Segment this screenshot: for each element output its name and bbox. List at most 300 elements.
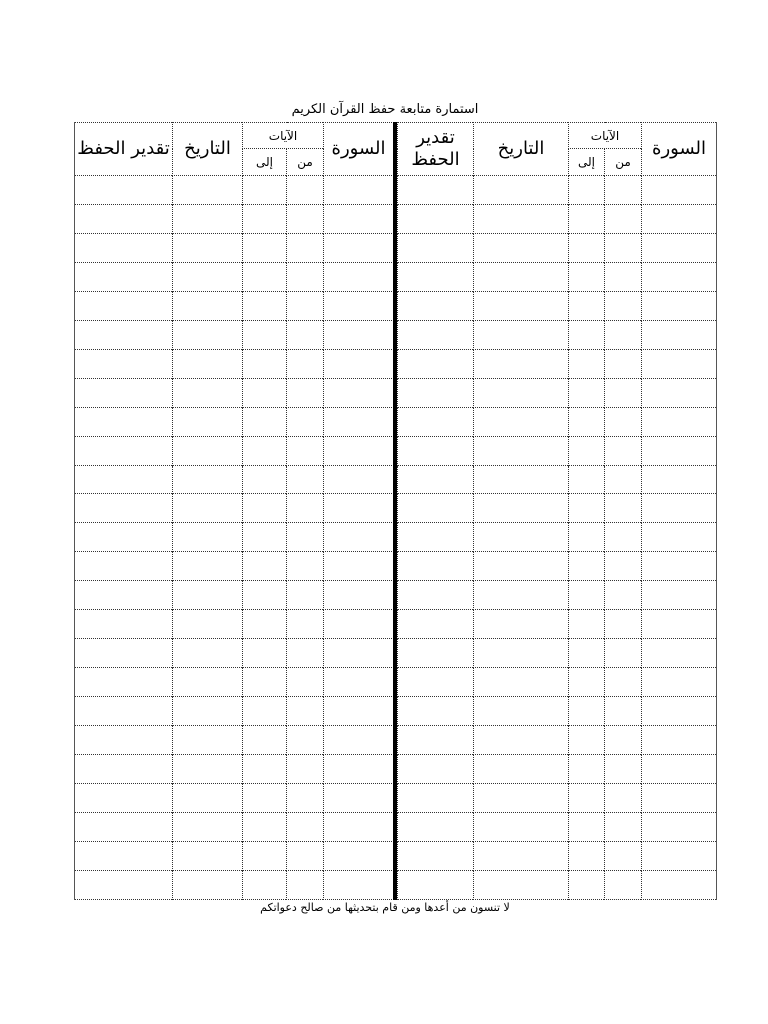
- to-cell[interactable]: [569, 291, 605, 320]
- table-row: [398, 812, 717, 841]
- grade-cell[interactable]: [398, 320, 474, 349]
- table-row: [75, 726, 394, 755]
- from-cell[interactable]: [287, 668, 324, 697]
- from-cell[interactable]: [287, 841, 324, 870]
- table-row: [398, 349, 717, 378]
- footer-note: لا تنسون من أعدها ومن قام بتحديثها من صالح دعواتكم: [260, 901, 510, 914]
- grade-cell[interactable]: [398, 233, 474, 262]
- date-cell[interactable]: [474, 755, 569, 784]
- date-cell[interactable]: [474, 668, 569, 697]
- surah-cell[interactable]: [324, 349, 394, 378]
- from-cell[interactable]: [605, 784, 642, 813]
- to-cell[interactable]: [243, 668, 287, 697]
- table-row: [398, 262, 717, 291]
- date-cell[interactable]: [474, 581, 569, 610]
- surah-cell[interactable]: [642, 755, 717, 784]
- grade-cell[interactable]: [75, 610, 173, 639]
- date-cell[interactable]: [173, 291, 243, 320]
- from-cell[interactable]: [605, 697, 642, 726]
- from-cell[interactable]: [605, 552, 642, 581]
- date-cell[interactable]: [474, 812, 569, 841]
- table-row: [75, 176, 394, 205]
- grade-cell[interactable]: [398, 465, 474, 494]
- grade-cell[interactable]: [398, 784, 474, 813]
- table-row: [398, 523, 717, 552]
- date-cell[interactable]: [474, 233, 569, 262]
- date-cell[interactable]: [474, 436, 569, 465]
- table-row: [398, 436, 717, 465]
- table-row: [75, 436, 394, 465]
- from-cell[interactable]: [605, 378, 642, 407]
- from-cell[interactable]: [287, 436, 324, 465]
- from-cell[interactable]: [287, 581, 324, 610]
- date-cell[interactable]: [474, 784, 569, 813]
- to-cell[interactable]: [569, 407, 605, 436]
- table-row: [75, 378, 394, 407]
- surah-cell[interactable]: [324, 176, 394, 205]
- grade-cell[interactable]: [398, 523, 474, 552]
- table-row: [398, 697, 717, 726]
- table-row: [398, 610, 717, 639]
- date-cell[interactable]: [474, 465, 569, 494]
- to-cell[interactable]: [243, 407, 287, 436]
- to-cell[interactable]: [569, 841, 605, 870]
- date-cell[interactable]: [173, 465, 243, 494]
- date-cell[interactable]: [173, 320, 243, 349]
- date-cell[interactable]: [173, 726, 243, 755]
- from-cell[interactable]: [605, 639, 642, 668]
- date-cell[interactable]: [173, 349, 243, 378]
- from-cell[interactable]: [605, 233, 642, 262]
- to-cell[interactable]: [569, 349, 605, 378]
- to-cell[interactable]: [569, 204, 605, 233]
- surah-cell[interactable]: [642, 204, 717, 233]
- table-row: [75, 204, 394, 233]
- to-cell[interactable]: [569, 465, 605, 494]
- surah-cell[interactable]: [642, 784, 717, 813]
- table-row: [75, 639, 394, 668]
- table-row: [398, 784, 717, 813]
- grade-cell[interactable]: [75, 204, 173, 233]
- date-cell[interactable]: [474, 494, 569, 523]
- to-cell[interactable]: [243, 465, 287, 494]
- date-cell[interactable]: [173, 494, 243, 523]
- date-cell[interactable]: [474, 407, 569, 436]
- surah-cell[interactable]: [324, 436, 394, 465]
- table-row: [398, 726, 717, 755]
- from-cell[interactable]: [287, 552, 324, 581]
- surah-cell[interactable]: [642, 812, 717, 841]
- to-cell[interactable]: [569, 233, 605, 262]
- from-cell[interactable]: [287, 291, 324, 320]
- grade-cell[interactable]: [398, 349, 474, 378]
- from-cell[interactable]: [605, 812, 642, 841]
- to-cell[interactable]: [243, 494, 287, 523]
- surah-cell[interactable]: [324, 552, 394, 581]
- table-row: [398, 870, 717, 899]
- from-cell[interactable]: [287, 407, 324, 436]
- to-cell[interactable]: [243, 320, 287, 349]
- grade-cell[interactable]: [75, 784, 173, 813]
- from-cell[interactable]: [287, 697, 324, 726]
- surah-cell[interactable]: [324, 639, 394, 668]
- surah-cell[interactable]: [642, 668, 717, 697]
- to-cell[interactable]: [243, 697, 287, 726]
- table-row: [75, 755, 394, 784]
- grade-cell[interactable]: [75, 668, 173, 697]
- grade-cell[interactable]: [398, 204, 474, 233]
- surah-cell[interactable]: [324, 812, 394, 841]
- grade-cell[interactable]: [75, 262, 173, 291]
- table-row: [398, 233, 717, 262]
- to-cell[interactable]: [569, 378, 605, 407]
- from-cell[interactable]: [287, 523, 324, 552]
- from-cell[interactable]: [605, 349, 642, 378]
- memo-table-left: [74, 122, 394, 900]
- grade-cell[interactable]: [75, 233, 173, 262]
- to-cell[interactable]: [243, 610, 287, 639]
- from-cell[interactable]: [605, 320, 642, 349]
- from-cell[interactable]: [287, 320, 324, 349]
- from-cell[interactable]: [605, 291, 642, 320]
- to-cell[interactable]: [243, 436, 287, 465]
- from-cell[interactable]: [287, 639, 324, 668]
- from-cell[interactable]: [287, 378, 324, 407]
- form-grid: [54, 122, 716, 900]
- table-row: [75, 320, 394, 349]
- header-surah: السورة: [642, 123, 717, 176]
- date-cell[interactable]: [173, 523, 243, 552]
- surah-cell[interactable]: [642, 697, 717, 726]
- to-cell[interactable]: [243, 204, 287, 233]
- to-cell[interactable]: [243, 349, 287, 378]
- from-cell[interactable]: [605, 755, 642, 784]
- to-cell[interactable]: [569, 870, 605, 899]
- date-cell[interactable]: [474, 378, 569, 407]
- surah-cell[interactable]: [642, 726, 717, 755]
- from-cell[interactable]: [605, 726, 642, 755]
- header-to: إلى: [569, 149, 605, 176]
- table-row: [398, 668, 717, 697]
- from-cell[interactable]: [287, 233, 324, 262]
- grade-cell[interactable]: [398, 755, 474, 784]
- to-cell[interactable]: [243, 755, 287, 784]
- grade-cell[interactable]: [398, 726, 474, 755]
- date-cell[interactable]: [173, 204, 243, 233]
- surah-cell[interactable]: [324, 697, 394, 726]
- to-cell[interactable]: [243, 523, 287, 552]
- to-cell[interactable]: [243, 784, 287, 813]
- table-row: [398, 176, 717, 205]
- from-cell[interactable]: [605, 436, 642, 465]
- surah-cell[interactable]: [324, 581, 394, 610]
- surah-cell[interactable]: [324, 262, 394, 291]
- table-row: [75, 784, 394, 813]
- to-cell[interactable]: [243, 870, 287, 899]
- from-cell[interactable]: [605, 494, 642, 523]
- surah-cell[interactable]: [642, 465, 717, 494]
- grade-cell[interactable]: [75, 552, 173, 581]
- date-cell[interactable]: [173, 407, 243, 436]
- to-cell[interactable]: [569, 610, 605, 639]
- surah-cell[interactable]: [642, 233, 717, 262]
- grade-cell[interactable]: [398, 378, 474, 407]
- table-row: [398, 552, 717, 581]
- grade-cell[interactable]: [398, 176, 474, 205]
- surah-cell[interactable]: [324, 755, 394, 784]
- grade-cell[interactable]: [75, 581, 173, 610]
- date-cell[interactable]: [173, 262, 243, 291]
- table-row: [398, 204, 717, 233]
- grade-cell[interactable]: [75, 726, 173, 755]
- from-cell[interactable]: [605, 668, 642, 697]
- date-cell[interactable]: [474, 262, 569, 291]
- grade-cell[interactable]: [398, 870, 474, 899]
- from-cell[interactable]: [605, 610, 642, 639]
- grade-cell[interactable]: [75, 523, 173, 552]
- date-cell[interactable]: [173, 668, 243, 697]
- surah-cell[interactable]: [324, 523, 394, 552]
- table-row: [75, 523, 394, 552]
- header-grade: تقدير الحفظ: [75, 123, 173, 176]
- table-row: [75, 262, 394, 291]
- table-row: [75, 841, 394, 870]
- grade-cell[interactable]: [75, 176, 173, 205]
- to-cell[interactable]: [243, 291, 287, 320]
- to-cell[interactable]: [569, 436, 605, 465]
- surah-cell[interactable]: [642, 841, 717, 870]
- to-cell[interactable]: [243, 378, 287, 407]
- surah-cell[interactable]: [324, 726, 394, 755]
- to-cell[interactable]: [243, 841, 287, 870]
- surah-cell[interactable]: [642, 639, 717, 668]
- from-cell[interactable]: [287, 204, 324, 233]
- grade-cell[interactable]: [75, 320, 173, 349]
- from-cell[interactable]: [605, 523, 642, 552]
- to-cell[interactable]: [569, 176, 605, 205]
- grade-cell[interactable]: [398, 552, 474, 581]
- surah-cell[interactable]: [324, 465, 394, 494]
- to-cell[interactable]: [569, 812, 605, 841]
- from-cell[interactable]: [605, 176, 642, 205]
- to-cell[interactable]: [569, 668, 605, 697]
- surah-cell[interactable]: [642, 581, 717, 610]
- from-cell[interactable]: [287, 755, 324, 784]
- date-cell[interactable]: [474, 349, 569, 378]
- surah-cell[interactable]: [642, 494, 717, 523]
- grade-cell[interactable]: [75, 639, 173, 668]
- from-cell[interactable]: [287, 465, 324, 494]
- surah-cell[interactable]: [642, 523, 717, 552]
- to-cell[interactable]: [243, 726, 287, 755]
- grade-cell[interactable]: [75, 378, 173, 407]
- from-cell[interactable]: [287, 812, 324, 841]
- header-verses: الآيات: [243, 123, 324, 149]
- surah-cell[interactable]: [642, 291, 717, 320]
- rows-left: [75, 176, 394, 900]
- date-cell[interactable]: [173, 552, 243, 581]
- date-cell[interactable]: [173, 755, 243, 784]
- surah-cell[interactable]: [324, 494, 394, 523]
- from-cell[interactable]: [287, 726, 324, 755]
- date-cell[interactable]: [474, 697, 569, 726]
- date-cell[interactable]: [474, 639, 569, 668]
- grade-cell[interactable]: [398, 610, 474, 639]
- surah-cell[interactable]: [324, 378, 394, 407]
- date-cell[interactable]: [173, 784, 243, 813]
- date-cell[interactable]: [173, 610, 243, 639]
- surah-cell[interactable]: [324, 233, 394, 262]
- grade-cell[interactable]: [75, 812, 173, 841]
- from-cell[interactable]: [287, 610, 324, 639]
- surah-cell[interactable]: [642, 407, 717, 436]
- surah-cell[interactable]: [642, 610, 717, 639]
- date-cell[interactable]: [173, 176, 243, 205]
- to-cell[interactable]: [569, 552, 605, 581]
- grade-cell[interactable]: [75, 841, 173, 870]
- to-cell[interactable]: [243, 552, 287, 581]
- table-row: [75, 870, 394, 899]
- surah-cell[interactable]: [642, 552, 717, 581]
- table-row: [398, 291, 717, 320]
- surah-cell[interactable]: [642, 378, 717, 407]
- grade-cell[interactable]: [398, 291, 474, 320]
- date-cell[interactable]: [173, 697, 243, 726]
- to-cell[interactable]: [569, 320, 605, 349]
- to-cell[interactable]: [569, 523, 605, 552]
- from-cell[interactable]: [287, 870, 324, 899]
- from-cell[interactable]: [605, 870, 642, 899]
- right-half: [397, 122, 716, 900]
- grade-cell[interactable]: [398, 812, 474, 841]
- from-cell[interactable]: [287, 784, 324, 813]
- date-cell[interactable]: [173, 581, 243, 610]
- grade-cell[interactable]: [75, 465, 173, 494]
- surah-cell[interactable]: [324, 204, 394, 233]
- date-cell[interactable]: [474, 320, 569, 349]
- from-cell[interactable]: [287, 262, 324, 291]
- left-half: [74, 122, 393, 900]
- from-cell[interactable]: [605, 262, 642, 291]
- surah-cell[interactable]: [324, 291, 394, 320]
- table-row: [75, 552, 394, 581]
- from-cell[interactable]: [605, 465, 642, 494]
- grade-cell[interactable]: [398, 407, 474, 436]
- date-cell[interactable]: [474, 176, 569, 205]
- to-cell[interactable]: [569, 697, 605, 726]
- header-grade: تقدير الحفظ: [398, 123, 474, 176]
- table-row: [75, 349, 394, 378]
- grade-cell[interactable]: [75, 697, 173, 726]
- to-cell[interactable]: [243, 581, 287, 610]
- from-cell[interactable]: [605, 407, 642, 436]
- to-cell[interactable]: [243, 233, 287, 262]
- grade-cell[interactable]: [398, 668, 474, 697]
- grade-cell[interactable]: [398, 436, 474, 465]
- date-cell[interactable]: [474, 552, 569, 581]
- grade-cell[interactable]: [398, 581, 474, 610]
- date-cell[interactable]: [474, 610, 569, 639]
- to-cell[interactable]: [569, 639, 605, 668]
- from-cell[interactable]: [605, 841, 642, 870]
- date-cell[interactable]: [173, 378, 243, 407]
- to-cell[interactable]: [243, 639, 287, 668]
- from-cell[interactable]: [287, 494, 324, 523]
- surah-cell[interactable]: [324, 407, 394, 436]
- grade-cell[interactable]: [75, 291, 173, 320]
- surah-cell[interactable]: [642, 262, 717, 291]
- grade-cell[interactable]: [398, 697, 474, 726]
- table-row: [75, 812, 394, 841]
- grade-cell[interactable]: [75, 870, 173, 899]
- header-date: التاريخ: [474, 123, 569, 176]
- date-cell[interactable]: [474, 291, 569, 320]
- to-cell[interactable]: [569, 726, 605, 755]
- from-cell[interactable]: [605, 581, 642, 610]
- grade-cell[interactable]: [75, 755, 173, 784]
- surah-cell[interactable]: [642, 320, 717, 349]
- surah-cell[interactable]: [324, 610, 394, 639]
- surah-cell[interactable]: [642, 176, 717, 205]
- grade-cell[interactable]: [75, 349, 173, 378]
- surah-cell[interactable]: [324, 870, 394, 899]
- surah-cell[interactable]: [324, 320, 394, 349]
- grade-cell[interactable]: [75, 436, 173, 465]
- from-cell[interactable]: [287, 349, 324, 378]
- grade-cell[interactable]: [398, 494, 474, 523]
- table-row: [398, 755, 717, 784]
- date-cell[interactable]: [474, 726, 569, 755]
- to-cell[interactable]: [243, 262, 287, 291]
- date-cell[interactable]: [173, 870, 243, 899]
- from-cell[interactable]: [605, 204, 642, 233]
- to-cell[interactable]: [569, 784, 605, 813]
- to-cell[interactable]: [243, 812, 287, 841]
- date-cell[interactable]: [474, 204, 569, 233]
- to-cell[interactable]: [569, 755, 605, 784]
- grade-cell[interactable]: [75, 407, 173, 436]
- date-cell[interactable]: [474, 523, 569, 552]
- date-cell[interactable]: [173, 639, 243, 668]
- table-row: [75, 291, 394, 320]
- surah-cell[interactable]: [324, 668, 394, 697]
- surah-cell[interactable]: [642, 870, 717, 899]
- grade-cell[interactable]: [398, 262, 474, 291]
- to-cell[interactable]: [569, 262, 605, 291]
- date-cell[interactable]: [173, 233, 243, 262]
- to-cell[interactable]: [569, 494, 605, 523]
- header-verses: الآيات: [569, 123, 642, 149]
- date-cell[interactable]: [173, 436, 243, 465]
- grade-cell[interactable]: [398, 841, 474, 870]
- table-row: [75, 697, 394, 726]
- surah-cell[interactable]: [324, 784, 394, 813]
- surah-cell[interactable]: [642, 436, 717, 465]
- grade-cell[interactable]: [398, 639, 474, 668]
- surah-cell[interactable]: [324, 841, 394, 870]
- date-cell[interactable]: [474, 870, 569, 899]
- to-cell[interactable]: [569, 581, 605, 610]
- grade-cell[interactable]: [75, 494, 173, 523]
- header-to: إلى: [243, 149, 287, 176]
- date-cell[interactable]: [474, 841, 569, 870]
- surah-cell[interactable]: [642, 349, 717, 378]
- date-cell[interactable]: [173, 841, 243, 870]
- to-cell[interactable]: [243, 176, 287, 205]
- date-cell[interactable]: [173, 812, 243, 841]
- from-cell[interactable]: [287, 176, 324, 205]
- table-row: [398, 320, 717, 349]
